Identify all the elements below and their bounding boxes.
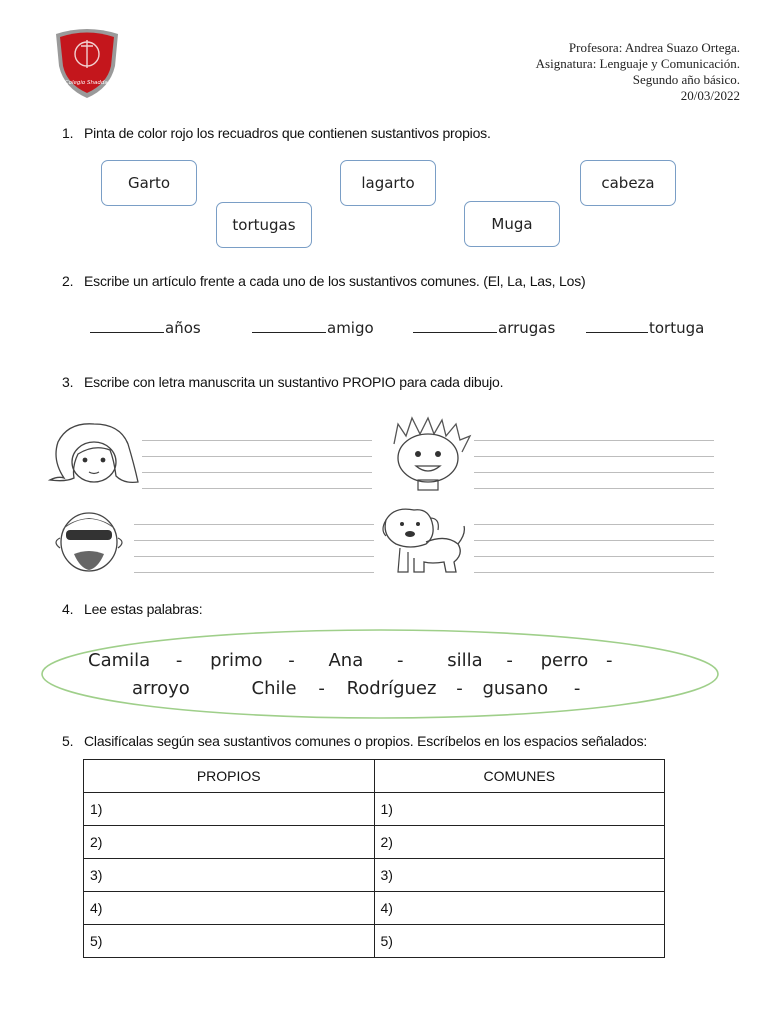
- propio-cell[interactable]: 2): [84, 826, 375, 859]
- article-blank[interactable]: años: [90, 318, 201, 337]
- table-row: [84, 826, 665, 859]
- writing-line[interactable]: [134, 556, 374, 557]
- word-box[interactable]: Garto: [101, 160, 197, 206]
- question-1: 1. Pinta de color rojo los recuadros que contienen sustantivos propios.: [62, 125, 491, 141]
- propio-cell[interactable]: 3): [84, 859, 375, 892]
- table-row: [84, 859, 665, 892]
- man-drawing: [48, 508, 130, 579]
- propio-cell[interactable]: 4): [84, 892, 375, 925]
- svg-text:Colegio Shaddai: Colegio Shaddai: [64, 80, 110, 86]
- comun-cell[interactable]: 4): [374, 892, 665, 925]
- writing-line[interactable]: [474, 540, 714, 541]
- table-row: [84, 892, 665, 925]
- girl-drawing: [44, 420, 140, 493]
- comun-cell[interactable]: 2): [374, 826, 665, 859]
- comun-cell[interactable]: 3): [374, 859, 665, 892]
- teacher-name: Profesora: Andrea Suazo Ortega.: [568, 40, 740, 55]
- question-5: 5. Clasifícalas según sea sustantivos comunes o propios. Escríbelos en los espacios señalados:: [62, 733, 648, 749]
- column-header-propios: PROPIOS: [84, 760, 375, 793]
- writing-line[interactable]: [134, 572, 374, 573]
- writing-line[interactable]: [142, 488, 372, 489]
- school-logo: [52, 26, 122, 100]
- writing-line[interactable]: [134, 540, 374, 541]
- word-box[interactable]: lagarto: [340, 160, 436, 206]
- propio-cell[interactable]: 5): [84, 925, 375, 958]
- boy-drawing: [384, 416, 474, 499]
- word-row-1: Camila - primo - Ana - silla - perro -: [88, 650, 613, 671]
- writing-line[interactable]: [474, 456, 714, 457]
- writing-line[interactable]: [474, 488, 714, 489]
- classification-table: [83, 759, 665, 958]
- word-ellipse: [40, 628, 720, 720]
- word-box[interactable]: cabeza: [580, 160, 676, 206]
- header-info: [536, 40, 740, 104]
- propio-cell[interactable]: 1): [84, 793, 375, 826]
- word-box[interactable]: Muga: [464, 201, 560, 247]
- writing-line[interactable]: [134, 524, 374, 525]
- writing-line[interactable]: [474, 524, 714, 525]
- table-row: [84, 793, 665, 826]
- question-2: 2. Escribe un artículo frente a cada uno de los sustantivos comunes. (El, La, Las, Los): [62, 273, 586, 289]
- article-blank[interactable]: arrugas: [413, 318, 555, 337]
- grade-level: Segundo año básico.: [632, 72, 740, 87]
- word-box[interactable]: tortugas: [216, 202, 312, 248]
- table-row: [84, 925, 665, 958]
- writing-line[interactable]: [142, 472, 372, 473]
- article-blank[interactable]: tortuga: [586, 318, 704, 337]
- question-3: 3. Escribe con letra manuscrita un sustantivo PROPIO para cada dibujo.: [62, 374, 504, 390]
- question-4: 4. Lee estas palabras:: [62, 601, 203, 617]
- writing-line[interactable]: [142, 456, 372, 457]
- dog-drawing: [380, 504, 466, 581]
- writing-line[interactable]: [142, 440, 372, 441]
- article-blank[interactable]: amigo: [252, 318, 374, 337]
- writing-line[interactable]: [474, 556, 714, 557]
- writing-line[interactable]: [474, 440, 714, 441]
- comun-cell[interactable]: 1): [374, 793, 665, 826]
- writing-line[interactable]: [474, 472, 714, 473]
- subject-name: Asignatura: Lenguaje y Comunicación.: [535, 56, 740, 71]
- column-header-comunes: COMUNES: [374, 760, 665, 793]
- word-row-2: arroyo Chile - Rodríguez - gusano -: [132, 678, 581, 699]
- date: 20/03/2022: [680, 88, 740, 103]
- comun-cell[interactable]: 5): [374, 925, 665, 958]
- writing-line[interactable]: [474, 572, 714, 573]
